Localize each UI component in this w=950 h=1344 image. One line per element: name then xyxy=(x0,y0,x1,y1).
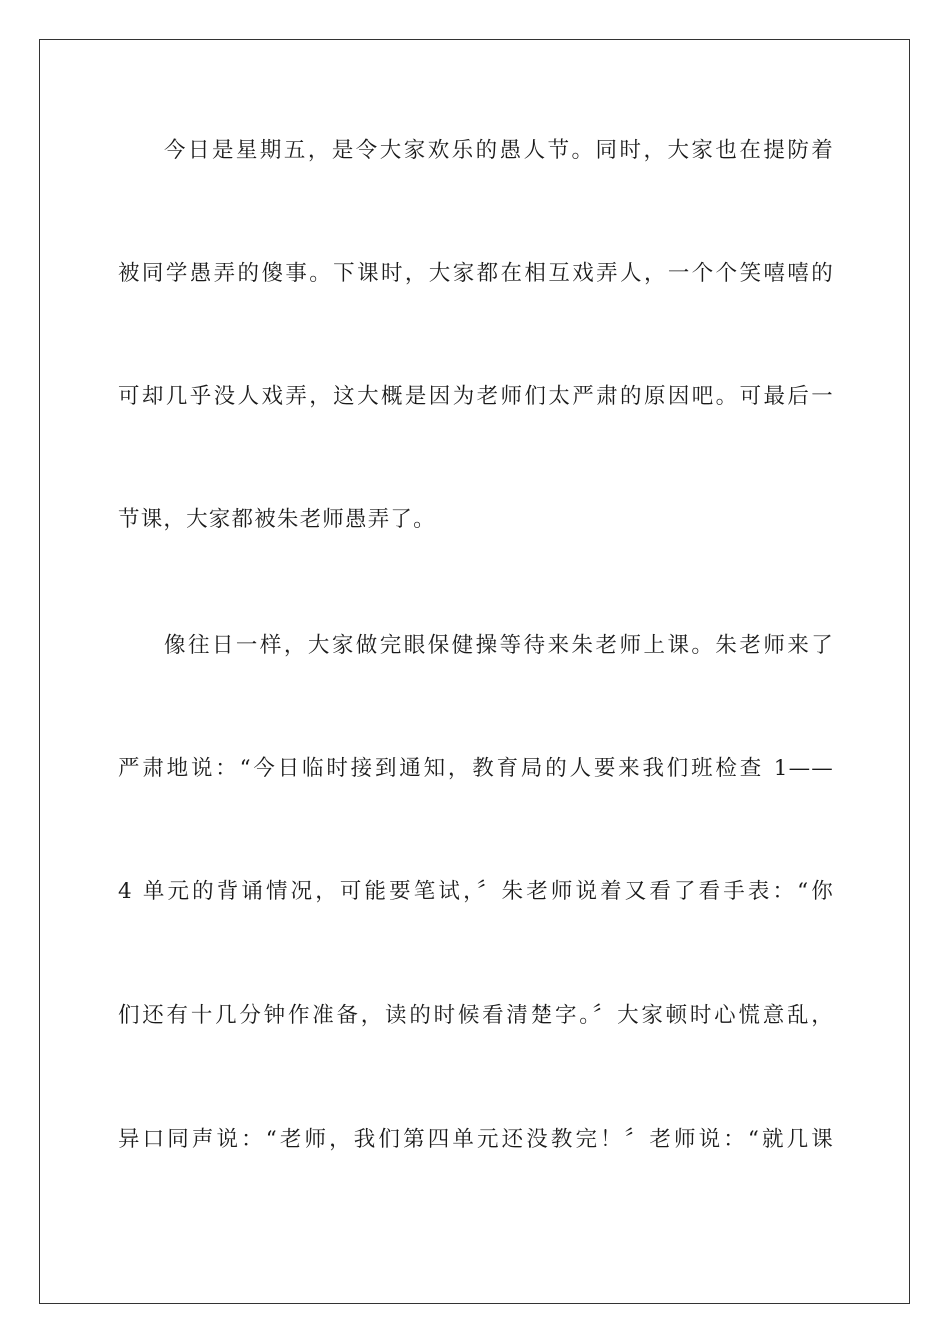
paragraph-1-line-4: 节课，大家都被朱老师愚弄了。 xyxy=(118,507,436,532)
page-border xyxy=(39,39,910,1304)
paragraph-1-line-2: 被同学愚弄的傻事。下课时，大家都在相互戏弄人，一个个笑嘻嘻的 xyxy=(118,261,834,286)
paragraph-1-line-1: 今日是星期五，是令大家欢乐的愚人节。同时，大家也在提防着 xyxy=(164,138,834,163)
paragraph-2-line-5: 异口同声说：“老师，我们第四单元还没教完！〞老师说：“就几课 xyxy=(118,1127,834,1152)
paragraph-2-line-2: 严肃地说：“今日临时接到通知，教育局的人要来我们班检查 1—— xyxy=(118,756,834,781)
paragraph-1-line-3: 可却几乎没人戏弄，这大概是因为老师们太严肃的原因吧。可最后一 xyxy=(118,384,834,409)
paragraph-2-line-4: 们还有十几分钟作准备，读的时候看清楚字。〞大家顿时心慌意乱， xyxy=(118,1003,834,1028)
paragraph-2-line-3: 4 单元的背诵情况，可能要笔试，〞朱老师说着又看了看手表：“你 xyxy=(118,879,834,904)
paragraph-2-line-1: 像往日一样，大家做完眼保健操等待来朱老师上课。朱老师来了 xyxy=(164,633,834,658)
